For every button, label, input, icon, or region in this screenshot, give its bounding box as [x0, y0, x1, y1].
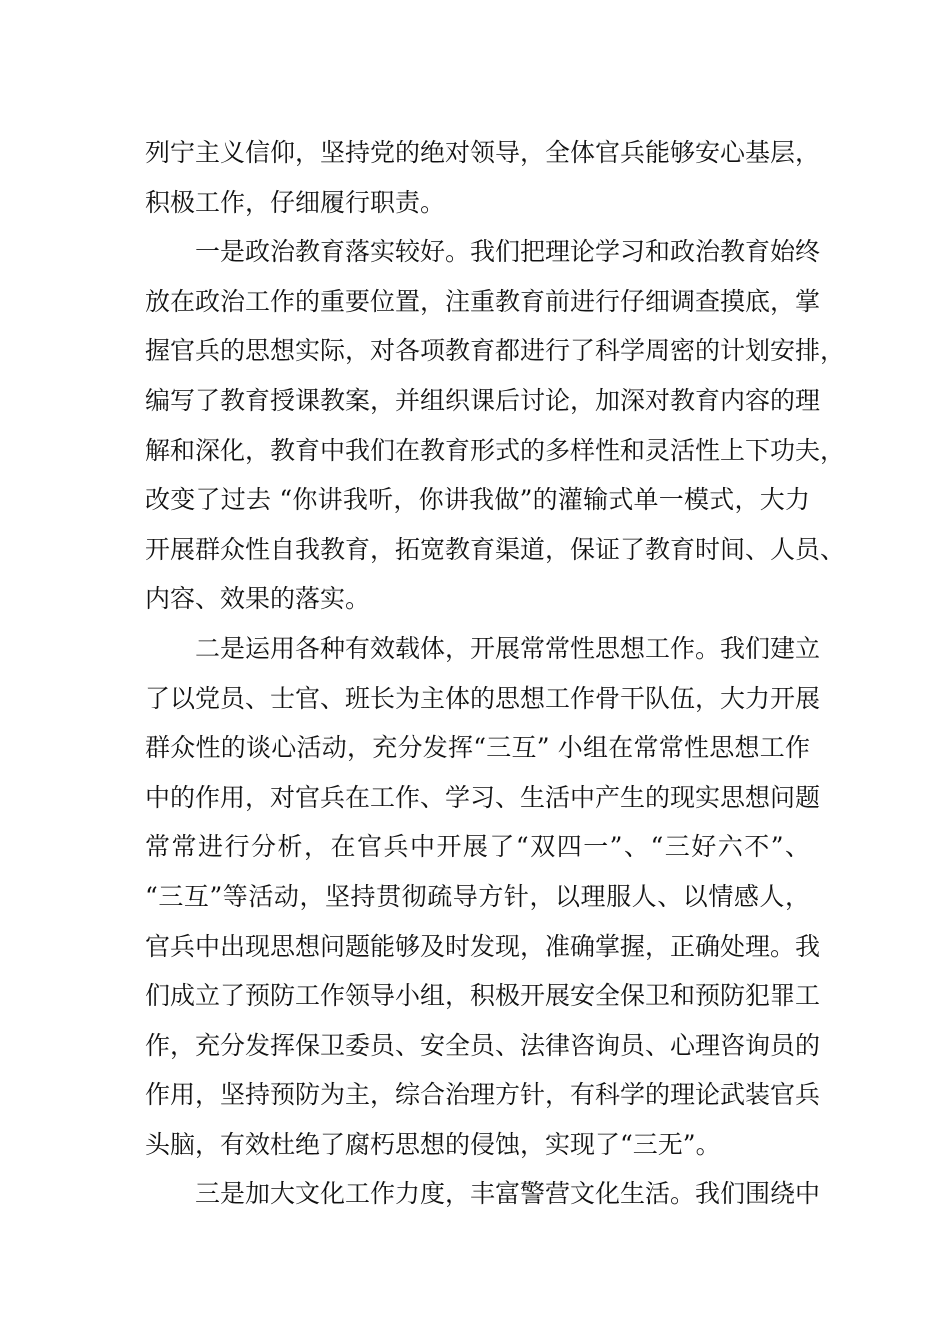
text-line: 们成立了预防工作领导小组，积极开展安全保卫和预防犯罪工: [145, 981, 821, 1011]
text-line: 官兵中出现思想问题能够及时发现，准确掌握，正确处理。我: [145, 931, 821, 961]
text-line: 开展群众性自我教育，拓宽教育渠道，保证了教育时间、人员、: [145, 534, 846, 564]
text-line: 放在政治工作的重要位置，注重教育前进行仔细调查摸底，掌: [145, 286, 821, 316]
text-line: “三互”等活动，坚持贯彻疏导方针，以理服人、以情感人，: [145, 881, 810, 911]
text-line: 列宁主义信仰，坚持党的绝对领导，全体官兵能够安心基层，: [145, 138, 821, 167]
text-line: 了以党员、士官、班长为主体的思想工作骨干队伍，大力开展: [145, 683, 821, 713]
text-line: 作用，坚持预防为主，综合治理方针，有科学的理论武装官兵: [145, 1080, 821, 1110]
text-line: 三是加大文化工作力度，丰富警营文化生活。我们围绕中: [195, 1179, 821, 1209]
document-body: [145, 128, 846, 1219]
text-line: 二是运用各种有效载体，开展常常性思想工作。我们建立: [195, 633, 821, 663]
text-line: 解和深化，教育中我们在教育形式的多样性和灵活性上下功夫，: [145, 435, 846, 465]
text-line: 编写了教育授课教案，并组织课后讨论，加深对教育内容的理: [145, 385, 821, 415]
text-line: 内容、效果的落实。: [145, 584, 371, 614]
text-line: 头脑，有效杜绝了腐朽思想的侵蚀，实现了“三无”。: [145, 1129, 721, 1159]
text-line: 群众性的谈心活动，充分发挥“三互” 小组在常常性思想工作: [145, 733, 810, 763]
text-line: 中的作用，对官兵在工作、学习、生活中产生的现实思想问题: [145, 782, 821, 812]
text-line: 作，充分发挥保卫委员、安全员、法律咨询员、心理咨询员的: [145, 1030, 821, 1060]
text-line: 常常进行分析，在官兵中开展了“双四一”、“三好六不”、: [145, 832, 810, 862]
text-line: 积极工作，仔细履行职责。: [145, 187, 446, 217]
text-line: 一是政治教育落实较好。我们把理论学习和政治教育始终: [195, 237, 821, 267]
text-line: 握官兵的思想实际，对各项教育都进行了科学周密的计划安排，: [145, 336, 846, 366]
text-line: 改变了过去 “你讲我听，你讲我做”的灌输式单一模式，大力: [145, 485, 810, 515]
